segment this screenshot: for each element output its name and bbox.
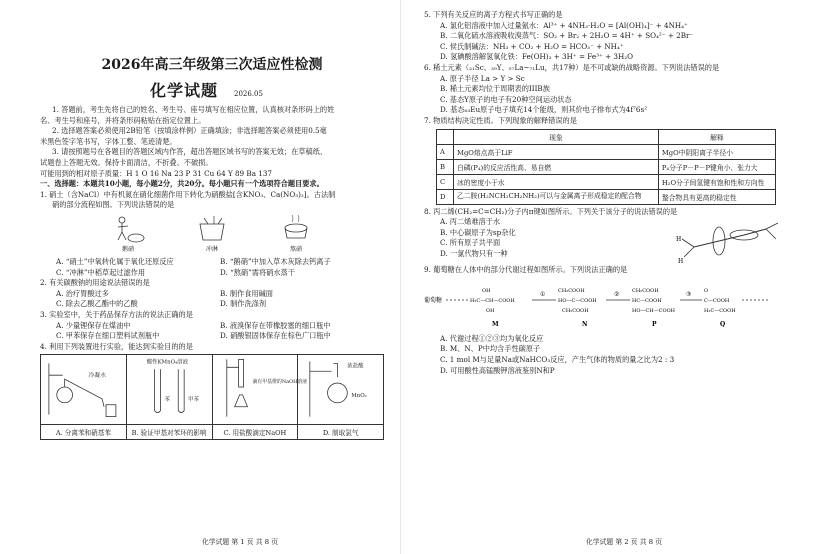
table-cell: P₄分子P－P－P键角小、张力大 — [658, 159, 775, 174]
option: D. 硝酸银固体保存在棕色广口瓶中 — [220, 331, 331, 341]
figure-label: 甲苯 — [187, 397, 199, 404]
process-figure — [274, 214, 318, 254]
compound-label: N — [582, 320, 588, 328]
figure-label: 鹅硝 — [121, 245, 134, 253]
table-header-row — [437, 129, 776, 144]
option: A. 代谢过程①②③均为氧化反应 — [440, 333, 544, 343]
page-footer: 化学试题 第 2 页 共 8 页 — [586, 538, 662, 546]
q3-options-row — [40, 331, 384, 342]
figure-label: 冷凝水 — [88, 373, 107, 380]
option: C. 1 mol M与足量Na或NaHCO₃反应，产生气体的物质的量之比为2 : 3 — [440, 354, 675, 364]
option: B. M、N、P中均含手性碳原子 — [440, 344, 541, 354]
option: A. 治疗胃酸过多 — [56, 288, 109, 298]
option: B. 制作食用碱面 — [220, 288, 273, 298]
apparatus-caption: D. 制取氯气 — [298, 424, 383, 437]
table-header: 解释 — [658, 129, 775, 144]
table-cell: 冰的密度小于水 — [454, 174, 659, 189]
table-row — [437, 144, 776, 159]
q1-stem: 1. 硝土（含NaCl）中有机氮在硝化细菌作用下转化为硝酸盐[含KNO₃、Ca(NO₃)₂]。古法制 — [40, 189, 336, 199]
option: B. 稀土元素均位于周期表的IIIB族 — [440, 84, 550, 94]
tub-icon — [194, 214, 230, 244]
note-line: 1. 答题前，考生先将自己的姓名、考生号、座号填写在相应位置，认真核对条形码上的姓 — [52, 105, 335, 114]
q2-options-row — [40, 299, 384, 310]
table-cell: H₂O分子间氢键有饱和性和方向性 — [658, 174, 775, 189]
note-line: 2. 选择题答案必须使用2B铅笔（按填涂样例）正确填涂；非选择题答案必须使用0.5毫 — [52, 126, 327, 136]
exam-title: 2026年高三年级第三次适应性检测 — [101, 57, 323, 73]
q8-stem: 8. 丙二烯(CH₂=C=CH₂)分子内π键如图所示。下列关于该分子的说法错误的是 — [424, 206, 678, 216]
table-cell: MgO熔点高于LiF — [454, 144, 659, 159]
allene-pi-bond-diagram — [674, 217, 784, 265]
table-cell: D — [437, 189, 454, 204]
q4-apparatus-figures — [40, 354, 384, 440]
option: C. 侯氏制碱法：NH₃ + CO₂ + H₂O = HCO₃⁻ + NH₄⁺ — [440, 41, 624, 51]
option: B. 液溴保存在带橡胶塞的细口瓶中 — [220, 320, 331, 330]
option: C. “冲淋”中稻草起过滤作用 — [56, 267, 146, 277]
flow-start: 葡萄糖 — [424, 296, 443, 304]
option: D. 可用酸性高锰酸钾溶液鉴别N和P — [440, 365, 555, 375]
option: D. 一氯代物只有一种 — [440, 248, 508, 258]
q9-stem: 9. 葡萄糖在人体中的部分代谢过程如图所示。下列说法正确的是 — [424, 265, 628, 275]
subject-title-row — [150, 78, 384, 101]
option: A. 少量锂保存在煤油中 — [56, 320, 131, 330]
apparatus-caption: C. 用盐酸滴定NaOH — [213, 424, 298, 437]
option: C. 所有原子共平面 — [440, 238, 501, 248]
compound-label: Q — [720, 320, 726, 328]
figure-label: MnO₂ — [351, 393, 368, 400]
option: B. “鹅硝”中加入草木灰除去钙离子 — [220, 256, 331, 266]
option: A. “硝土”中氧转化属于氧化还原反应 — [56, 256, 174, 266]
q3-stem: 3. 实验室中，关于药品保存方法的说法正确的是 — [40, 309, 193, 319]
figure-label: 滴有甲基橙的NaOH溶液 — [251, 379, 307, 386]
table-cell: 白磷(P₄)的反应活性高、易自燃 — [454, 159, 659, 174]
atomic-mass-line: 可能用到的相对原子质量：H 1 O 16 Na 23 P 31 Cu 64 Y 89 Ba 137 — [40, 168, 272, 178]
section-heading: 一、选择题：本题共10小题，每小题2分，共20分。每小题只有一个选项符合题目要求。 — [40, 179, 324, 189]
test-tubes-icon — [127, 355, 212, 421]
svg-text:CH₂COOH: CH₂COOH — [558, 287, 585, 294]
table-cell: C — [437, 174, 454, 189]
table-cell: 乙二胺(H₂NCH₂CH₂NH₂)可以与金属离子形成稳定的配合物 — [454, 189, 659, 204]
option: C. 除去乙酸乙酯中的乙酸 — [56, 299, 138, 309]
option: D. 基态₆₃Eu原子电子填充14个能级，则其价电子排布式为4f⁷6s² — [440, 105, 648, 115]
option: C. 甲苯保存在细口塑料试剂瓶中 — [56, 331, 160, 341]
apparatus-a — [41, 355, 127, 439]
q4-stem: 4. 利用下列装置进行实验，能达到实验目的的是 — [40, 341, 193, 351]
svg-text:HO—C—COOH: HO—C—COOH — [558, 297, 597, 304]
option: A. 原子半径 La > Y > Sc — [440, 73, 525, 83]
q7-stem: 7. 物质结构决定性质。下列现象的解释错误的是 — [424, 115, 577, 125]
svg-text:OH: OH — [486, 307, 495, 314]
figure-label: 浓盐酸 — [347, 363, 364, 370]
compound-label: M — [492, 320, 499, 328]
svg-text:H₂C—CH—COOH: H₂C—CH—COOH — [470, 297, 515, 304]
table-row — [437, 174, 776, 189]
step-marker: ② — [614, 290, 620, 298]
figure-label: 冲淋 — [205, 245, 218, 253]
process-figure — [106, 214, 150, 254]
q8-options — [424, 217, 674, 259]
note-line: 3. 请按照题号在各题目的答题区域内作答，超出答题区域书写的答案无效；在草稿纸、 — [52, 147, 328, 157]
q1-process-illustration — [40, 214, 384, 254]
metabolic-pathway-diagram — [424, 280, 774, 332]
q6-stem: 6. 稀土元素（₂₁Sc、₃₉Y、₅₇La~₇₁Lu，共17种）是不可或缺的战略资源。下列说法错误的是 — [424, 62, 720, 72]
svg-text:H: H — [678, 258, 684, 266]
q7-table — [436, 129, 776, 205]
svg-text:H₂C—COOH: H₂C—COOH — [704, 307, 736, 314]
note-line: 米黑色签字笔书写，字体工整、笔迹清楚。 — [40, 136, 177, 146]
option: B. 中心碳原子为sp杂化 — [440, 227, 516, 237]
q2-stem: 2. 有关碳酸钠的用途说法错误的是 — [40, 278, 150, 288]
person-working-icon — [110, 214, 146, 244]
option: D. 制作洗涤剂 — [220, 299, 267, 309]
q1-options-row — [40, 268, 384, 279]
table-cell: B — [437, 159, 454, 174]
table-row — [437, 159, 776, 174]
exam-date: 2026.05 — [234, 90, 263, 98]
apparatus-d — [298, 355, 383, 439]
apparatus-caption: A. 分离苯和硝基苯 — [41, 424, 126, 437]
svg-text:CH₂COOH: CH₂COOH — [632, 287, 659, 294]
compound-label: P — [652, 320, 657, 328]
step-marker: ① — [540, 290, 546, 298]
table-row — [437, 189, 776, 204]
apparatus-c — [213, 355, 307, 439]
svg-text:HO—CH—COOH: HO—CH—COOH — [632, 307, 676, 314]
subject-title: 化学试题 — [150, 81, 219, 100]
q9-metabolism-flow — [424, 280, 784, 332]
svg-text:C—COOH: C—COOH — [704, 297, 730, 304]
option: D. 氢碘酸溶解氢氧化铁：Fe(OH)₃ + 3H⁺ = Fe³⁺ + 3H₂O — [440, 52, 633, 62]
option: A. 氯化铝溶液中加入过量氨水：Al³⁺ + 4NH₃·H₂O = [Al(OH)₄]⁻ + 4NH₄⁺ — [440, 20, 688, 30]
note-line: 试题卷上答题无效。保持卡面清洁，不折叠、不破损。 — [40, 157, 213, 167]
table-cell: A — [437, 144, 454, 159]
table-cell: 螯合物具有更高的稳定性 — [658, 189, 775, 204]
svg-text:OH: OH — [482, 287, 491, 294]
chlorine-generator-icon — [298, 355, 383, 421]
svg-text:O: O — [704, 287, 709, 294]
q1-stem-cont: 硝的部分流程如图。下列说法错误的是 — [52, 200, 175, 210]
figure-label: 熬硝 — [289, 245, 302, 253]
option: D. “熬硝”需将硝水蒸干 — [220, 267, 295, 277]
step-marker: ③ — [686, 290, 692, 298]
option: A. 丙二烯难溶于水 — [440, 217, 501, 227]
svg-text:H: H — [676, 236, 682, 244]
apparatus-caption: B. 验证甲基对苯环的影响 — [127, 424, 212, 437]
option: B. 二氧化硫水溶液吸收溴蒸气：SO₂ + Br₂ + 2H₂O = 4H⁺ + SO₄²⁻ + 2Br⁻ — [440, 31, 694, 41]
q5-stem: 5. 下列有关反应的离子方程式书写正确的是 — [424, 10, 563, 19]
note-line: 名、考生号和座号，并将条形码粘贴在指定位置上。 — [40, 115, 206, 125]
table-header: 现象 — [454, 129, 659, 144]
svg-text:CH₂COOH: CH₂COOH — [562, 307, 589, 314]
page-1 — [0, 0, 400, 554]
q1-options-row — [40, 257, 384, 268]
figure-label: 苯 — [164, 397, 170, 404]
process-figure — [190, 214, 234, 254]
apparatus-b — [127, 355, 213, 439]
page-2 — [400, 0, 800, 554]
figure-label: 酸性KMnO₄溶液 — [146, 359, 188, 366]
q3-options-row — [40, 321, 384, 332]
svg-text:HC—COOH: HC—COOH — [632, 297, 662, 304]
boiling-pot-icon — [278, 214, 314, 244]
q8-row — [424, 217, 784, 265]
q2-options-row — [40, 289, 384, 300]
titration-apparatus-icon — [213, 355, 307, 421]
page-footer: 化学试题 第 1 页 共 8 页 — [202, 538, 278, 546]
option: C. 基态Y原子的电子有20种空间运动状态 — [440, 94, 572, 104]
table-cell: MgO中阴阳离子半径小 — [658, 144, 775, 159]
distillation-apparatus-icon — [41, 355, 126, 421]
